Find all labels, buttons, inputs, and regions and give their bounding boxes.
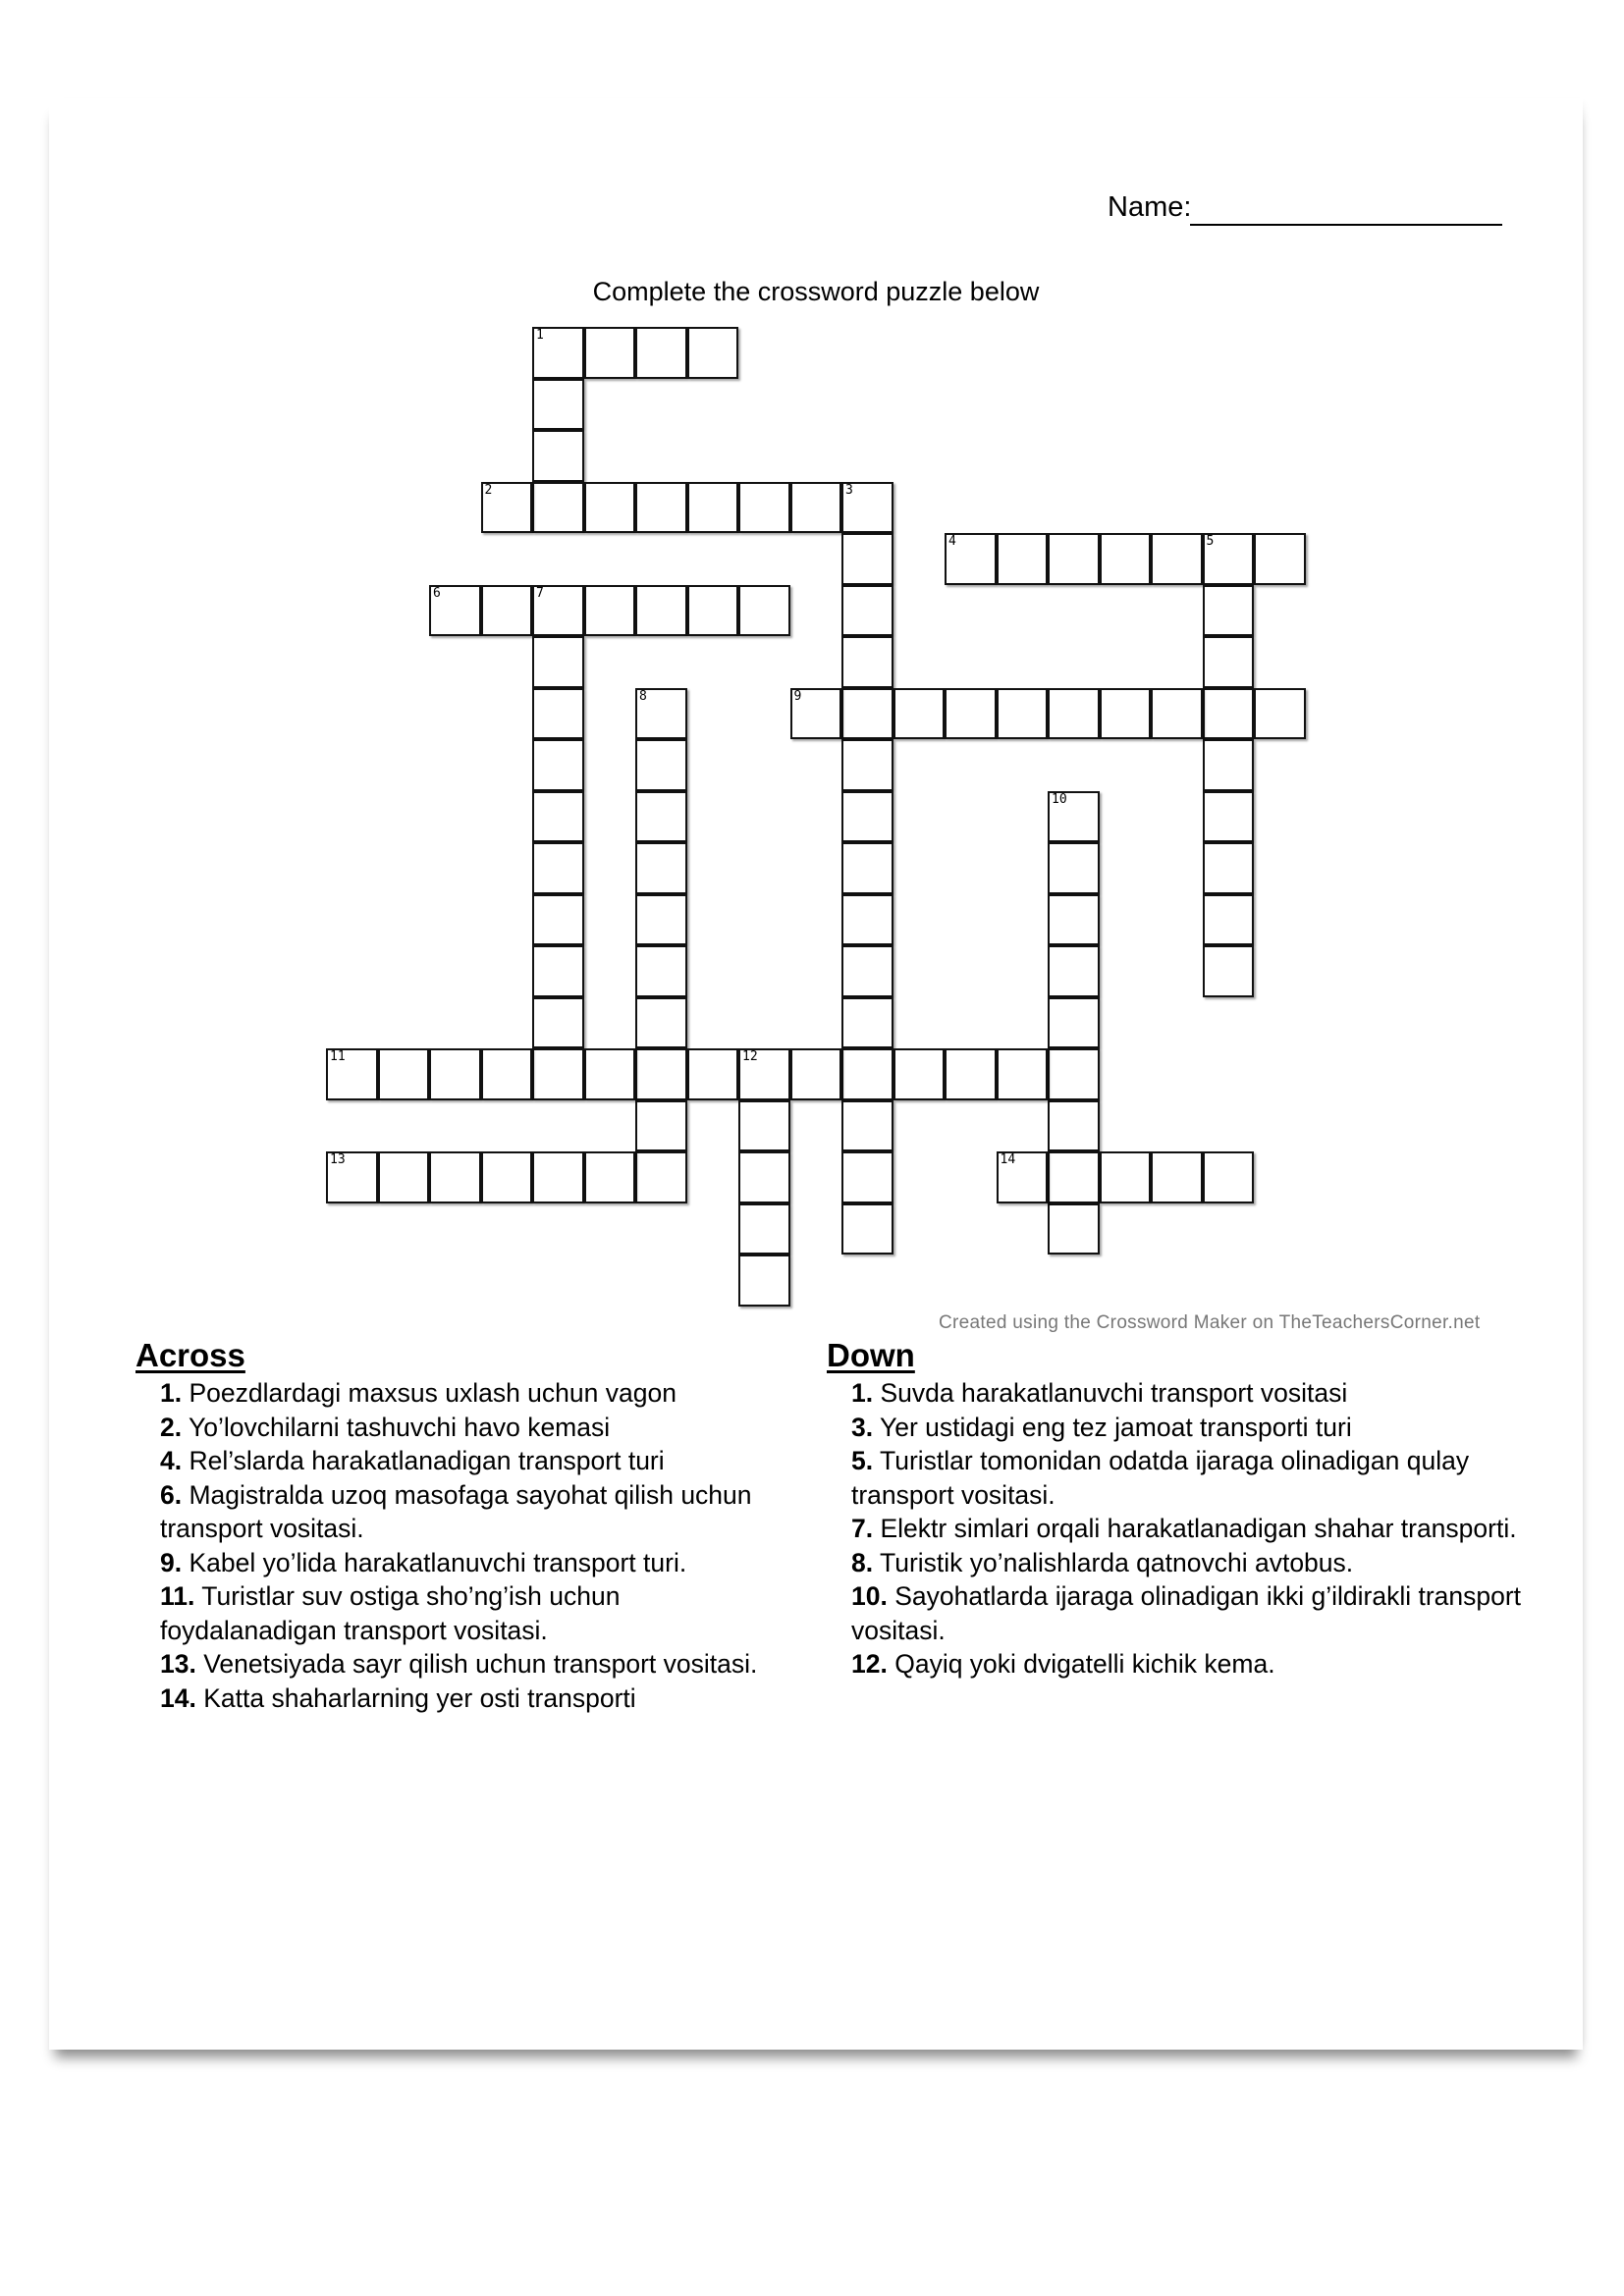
across-clue-list	[160, 1376, 798, 1715]
crossword-cell[interactable]	[893, 1048, 946, 1100]
crossword-cell[interactable]	[945, 1048, 997, 1100]
crossword-cell[interactable]	[481, 1151, 533, 1203]
clue-number: 12	[742, 1049, 758, 1064]
crossword-cell[interactable]	[841, 997, 893, 1049]
crossword-cell[interactable]	[532, 585, 584, 637]
crossword-cell[interactable]	[738, 1255, 790, 1307]
crossword-cell[interactable]	[635, 482, 687, 534]
crossword-cell[interactable]	[378, 1151, 430, 1203]
crossword-cell[interactable]	[635, 739, 687, 791]
clue-number: 7	[536, 585, 544, 601]
crossword-cell[interactable]	[584, 482, 636, 534]
crossword-cell[interactable]	[532, 1151, 584, 1203]
crossword-cell[interactable]	[584, 1151, 636, 1203]
clue-number: 10	[1052, 791, 1067, 807]
crossword-cell[interactable]	[584, 585, 636, 637]
crossword-cell[interactable]	[532, 327, 584, 379]
clue-across: 1. Poezdlardagi maxsus uxlash uchun vagon	[160, 1378, 677, 1408]
crossword-cell[interactable]	[1048, 791, 1100, 843]
crossword-cell[interactable]	[997, 533, 1049, 585]
clue-down: 12. Qayiq yoki dvigatelli kichik kema.	[851, 1649, 1275, 1679]
clue-number: 11	[330, 1049, 346, 1064]
crossword-cell[interactable]	[1203, 636, 1255, 688]
crossword-cell[interactable]	[532, 945, 584, 997]
clue-across: 6. Magistralda uzoq masofaga sayohat qilish uchun transport vositasi.	[160, 1479, 752, 1543]
clue-down: 8. Turistik yo’nalishlarda qatnovchi avtobus.	[851, 1547, 1354, 1577]
crossword-cell[interactable]	[1048, 997, 1100, 1049]
crossword-cell[interactable]	[841, 842, 893, 894]
clue-across: 4. Rel’slarda harakatlanadigan transport turi	[160, 1446, 665, 1475]
clue-number: 3	[845, 482, 853, 498]
crossword-cell[interactable]	[738, 1203, 790, 1255]
crossword-cell[interactable]	[1151, 688, 1203, 740]
crossword-cell[interactable]	[532, 791, 584, 843]
crossword-cell[interactable]	[1203, 791, 1255, 843]
crossword-cell[interactable]	[1203, 533, 1255, 585]
crossword-cell[interactable]	[841, 533, 893, 585]
down-heading: Down	[827, 1337, 915, 1373]
clue-number: 1	[536, 328, 544, 343]
clue-down: 3. Yer ustidagi eng tez jamoat transporti turi	[851, 1412, 1352, 1442]
crossword-cell[interactable]	[1100, 533, 1152, 585]
crossword-cell[interactable]	[584, 1048, 636, 1100]
crossword-cell[interactable]	[790, 482, 842, 534]
clue-number: 2	[484, 482, 493, 498]
crossword-cell[interactable]	[1100, 688, 1152, 740]
crossword-cell[interactable]	[635, 1151, 687, 1203]
crossword-cell[interactable]	[635, 1100, 687, 1152]
crossword-cell[interactable]	[841, 688, 893, 740]
clue-number: 8	[639, 688, 647, 704]
crossword-cell[interactable]	[997, 1048, 1049, 1100]
crossword-cell[interactable]	[841, 894, 893, 946]
clue-across: 11. Turistlar suv ostiga sho’ng’ish uchun foydalanadigan transport vositasi.	[160, 1581, 621, 1645]
clue-across: 14. Katta shaharlarning yer osti transporti	[160, 1682, 636, 1713]
crossword-cell[interactable]	[532, 739, 584, 791]
clue-number: 4	[948, 534, 956, 549]
crossword-cell[interactable]	[1048, 1203, 1100, 1255]
clue-down: 5. Turistlar tomonidan odatda ijaraga olinadigan qulay transport vositasi.	[851, 1446, 1470, 1510]
clue-number: 5	[1206, 534, 1215, 549]
crossword-cell[interactable]	[635, 791, 687, 843]
crossword-cell[interactable]	[1100, 1151, 1152, 1203]
crossword-cell[interactable]	[532, 894, 584, 946]
crossword-cell[interactable]	[687, 585, 739, 637]
crossword-cell[interactable]	[584, 327, 636, 379]
crossword-cell[interactable]	[378, 1048, 430, 1100]
crossword-cell[interactable]	[997, 1151, 1049, 1203]
crossword-cell[interactable]	[841, 1048, 893, 1100]
crossword-cell[interactable]	[1048, 1048, 1100, 1100]
crossword-cell[interactable]	[532, 842, 584, 894]
crossword-cell[interactable]	[481, 1048, 533, 1100]
crossword-cell[interactable]	[481, 482, 533, 534]
crossword-cell[interactable]	[945, 688, 997, 740]
crossword-cell[interactable]	[429, 1151, 481, 1203]
crossword-cell[interactable]	[841, 1151, 893, 1203]
crossword-cell[interactable]	[738, 585, 790, 637]
crossword-cell[interactable]	[635, 585, 687, 637]
crossword-cell[interactable]	[532, 1048, 584, 1100]
crossword-cell[interactable]	[1203, 739, 1255, 791]
down-clue-list	[851, 1376, 1529, 1682]
crossword-cell[interactable]	[1203, 894, 1255, 946]
crossword-cell[interactable]	[532, 379, 584, 431]
crossword-cell[interactable]	[841, 791, 893, 843]
crossword-cell[interactable]	[1048, 533, 1100, 585]
crossword-cell[interactable]	[841, 482, 893, 534]
clue-across: 2. Yo’lovchilarni tashuvchi havo kemasi	[160, 1412, 611, 1442]
crossword-cell[interactable]	[893, 688, 946, 740]
clue-number: 6	[433, 585, 441, 601]
crossword-cell[interactable]	[326, 1151, 378, 1203]
instruction-text: Complete the crossword puzzle below	[592, 277, 1040, 306]
crossword-cell[interactable]	[841, 636, 893, 688]
crossword-cell[interactable]	[1203, 1151, 1255, 1203]
credit-text: Created using the Crossword Maker on TheTeachersCorner.net	[939, 1312, 1481, 1333]
crossword-cell[interactable]	[326, 1048, 378, 1100]
clue-down: 7. Elektr simlari orqali harakatlanadigan shahar transporti.	[851, 1514, 1517, 1543]
clue-down: 1. Suvda harakatlanuvchi transport vositasi	[851, 1378, 1348, 1408]
crossword-cell[interactable]	[1203, 585, 1255, 637]
crossword-cell[interactable]	[841, 1203, 893, 1255]
crossword-cell[interactable]	[945, 533, 997, 585]
crossword-cell[interactable]	[1254, 533, 1306, 585]
crossword-cell[interactable]	[841, 585, 893, 637]
crossword-cell[interactable]	[841, 1100, 893, 1152]
clue-across: 9. Kabel yo’lida harakatlanuvchi transport turi.	[160, 1547, 687, 1577]
crossword-cell[interactable]	[1048, 842, 1100, 894]
crossword-cell[interactable]	[1151, 1151, 1203, 1203]
crossword-cell[interactable]	[841, 945, 893, 997]
name-label: Name:	[1108, 191, 1192, 223]
crossword-cell[interactable]	[1048, 945, 1100, 997]
crossword-cell[interactable]	[532, 482, 584, 534]
crossword-cell[interactable]	[997, 688, 1049, 740]
crossword-cell[interactable]	[532, 688, 584, 740]
crossword-cell[interactable]	[687, 482, 739, 534]
crossword-cell[interactable]	[790, 688, 842, 740]
clue-number: 13	[330, 1152, 346, 1167]
crossword-cell[interactable]	[1048, 1151, 1100, 1203]
crossword-cell[interactable]	[481, 585, 533, 637]
crossword-cell[interactable]	[1048, 688, 1100, 740]
crossword-cell[interactable]	[635, 894, 687, 946]
crossword-cell[interactable]	[429, 1048, 481, 1100]
crossword-cell[interactable]	[687, 1048, 739, 1100]
clue-number: 9	[793, 688, 802, 704]
crossword-cell[interactable]	[1203, 688, 1255, 740]
crossword-cell[interactable]	[1048, 894, 1100, 946]
crossword-cell[interactable]	[429, 585, 481, 637]
crossword-cell[interactable]	[1254, 688, 1306, 740]
crossword-cell[interactable]	[1151, 533, 1203, 585]
crossword-cell[interactable]	[532, 636, 584, 688]
crossword-cell[interactable]	[635, 842, 687, 894]
crossword-cell[interactable]	[532, 430, 584, 482]
crossword-cell[interactable]	[841, 739, 893, 791]
clue-across: 13. Venetsiyada sayr qilish uchun transport vositasi.	[160, 1649, 758, 1679]
crossword-cell[interactable]	[1203, 945, 1255, 997]
crossword-cell[interactable]	[635, 945, 687, 997]
crossword-cell[interactable]	[738, 482, 790, 534]
across-heading: Across	[135, 1337, 245, 1373]
crossword-cell[interactable]	[1048, 1100, 1100, 1152]
crossword-cell[interactable]	[687, 327, 739, 379]
crossword-cell[interactable]	[635, 327, 687, 379]
crossword-cell[interactable]	[738, 1100, 790, 1152]
crossword-cell[interactable]	[635, 997, 687, 1049]
crossword-cell[interactable]	[635, 688, 687, 740]
crossword-cell[interactable]	[738, 1151, 790, 1203]
crossword-cell[interactable]	[790, 1048, 842, 1100]
clue-down: 10. Sayohatlarda ijaraga olinadigan ikki g’ildirakli transport vositasi.	[851, 1581, 1522, 1645]
clue-number: 14	[1000, 1152, 1016, 1167]
crossword-cell[interactable]	[532, 997, 584, 1049]
crossword-cell[interactable]	[635, 1048, 687, 1100]
crossword-cell[interactable]	[1203, 842, 1255, 894]
crossword-cell[interactable]	[738, 1048, 790, 1100]
